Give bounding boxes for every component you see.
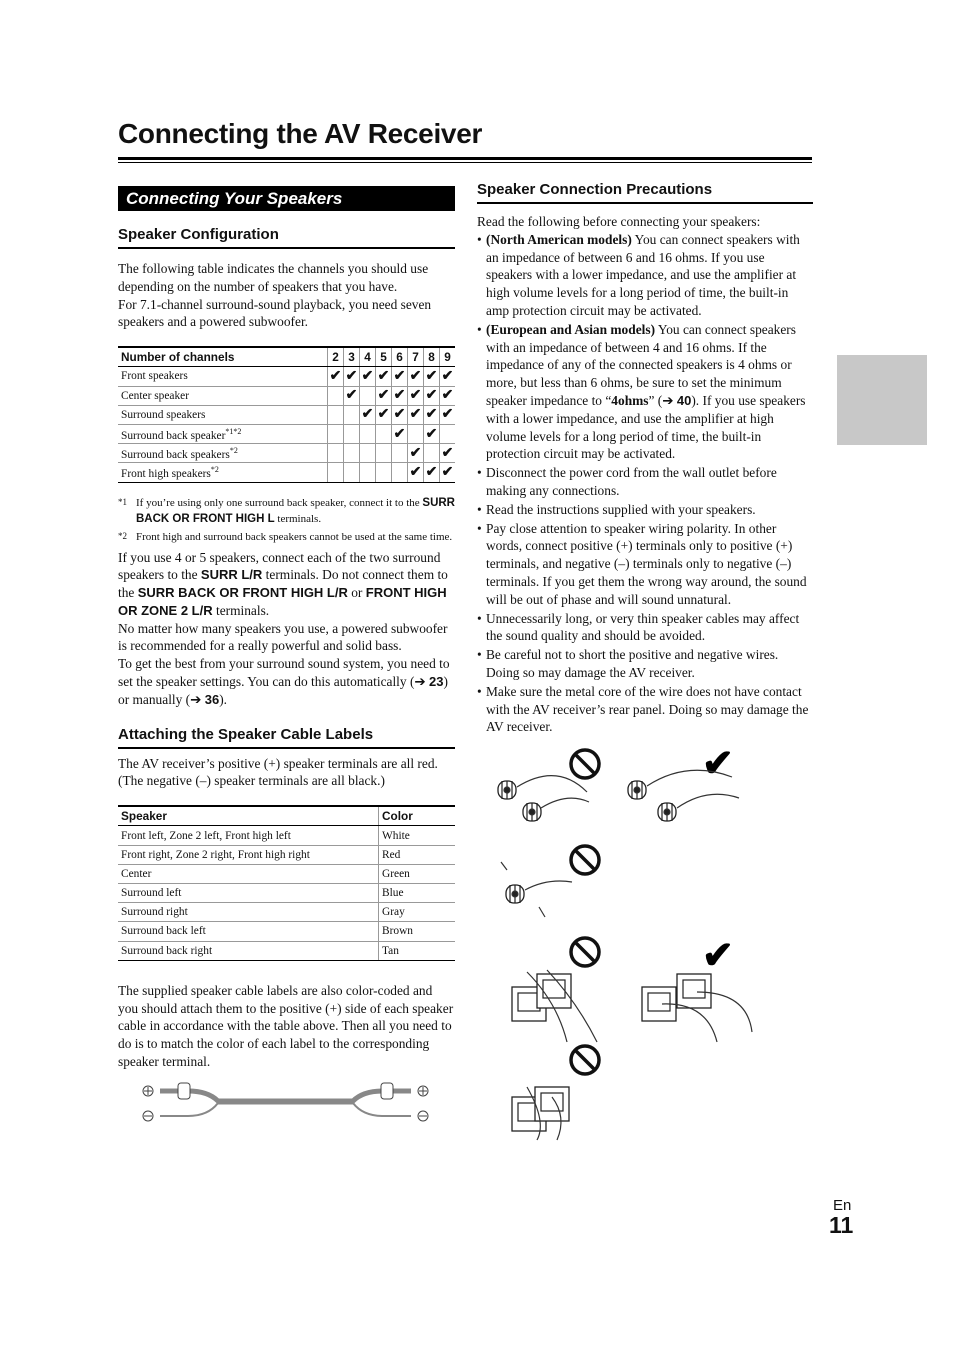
empty-cell	[344, 444, 360, 463]
footnote-text: Front high and surround back speakers cannot be used at the same time.	[136, 530, 453, 543]
empty-cell	[360, 424, 376, 443]
channel-column-header: 7	[408, 347, 424, 367]
channel-column-header: 8	[424, 347, 440, 367]
footnote-1	[118, 495, 455, 527]
speaker-type: Front speakers	[121, 370, 188, 383]
empty-cell	[360, 463, 376, 482]
channel-column-header: 9	[440, 347, 456, 367]
region-label: (North American models)	[486, 231, 632, 247]
setting-value: 4ohms	[611, 392, 649, 408]
channel-row	[118, 444, 455, 463]
checkmark-icon: ✔	[424, 405, 440, 424]
empty-cell	[376, 424, 392, 443]
text: ).	[219, 691, 228, 707]
color-table-header	[118, 806, 455, 826]
checkmark-icon: ✔	[424, 367, 440, 386]
precaution-item	[477, 231, 813, 320]
cable-labels-paragraph-1: The AV receiver’s positive (+) speaker terminals are all red. (The negative (–) speaker terminals are all black.)	[118, 755, 438, 789]
channel-row-label	[118, 463, 328, 482]
right-column	[477, 181, 813, 1142]
checkmark-icon: ✔	[360, 367, 376, 386]
text: If you use 4 or 5 speakers, connect each of the two surround speakers to the	[118, 549, 441, 583]
precaution-item: • Be careful not to short the positive and negative wires. Doing so may damage the AV receiver.	[477, 646, 813, 682]
speaker-cable-illustration	[118, 1081, 455, 1141]
color-cell: Green	[379, 864, 456, 883]
speaker-cell: Front right, Zone 2 right, Front high right	[118, 845, 379, 864]
color-row	[118, 884, 455, 903]
best-paragraph	[118, 655, 455, 708]
channel-row-label	[118, 424, 328, 443]
empty-cell	[360, 444, 376, 463]
speaker-config-heading: Speaker Configuration	[118, 226, 455, 249]
text: ” (	[648, 392, 663, 408]
text: ). If you use speakers with a lower impedance, and use the amplifier at high volume levels for a long period of time, the built-in protection circuit may be activated.	[486, 392, 806, 462]
color-row	[118, 903, 455, 922]
title-rule	[118, 157, 812, 160]
checkmark-icon: ✔	[360, 405, 376, 424]
empty-cell	[328, 405, 344, 424]
footnote-2	[118, 529, 455, 545]
empty-cell	[344, 405, 360, 424]
checkmark-icon: ✔	[392, 424, 408, 443]
speaker-type: Surround speakers	[121, 408, 206, 421]
precaution-item: • Make sure the metal core of the wire does not have contact with the AV receiver’s rear panel. Doing so may damage the AV receiver.	[477, 683, 813, 736]
page-number: 11	[829, 1212, 854, 1238]
empty-cell	[328, 424, 344, 443]
channel-table-header	[118, 347, 455, 367]
channel-column-header: 3	[344, 347, 360, 367]
prohibited-icon	[571, 846, 599, 874]
page-title: Connecting the AV Receiver	[118, 118, 483, 149]
color-row	[118, 826, 455, 845]
color-cell: Brown	[379, 922, 456, 941]
prohibited-icon	[571, 750, 599, 778]
empty-cell	[392, 444, 408, 463]
surround-paragraph	[118, 549, 455, 620]
channel-row-label	[118, 386, 328, 405]
footnotes	[118, 495, 455, 545]
precautions-list	[477, 231, 813, 736]
footnote-text-end: terminals.	[274, 512, 322, 525]
checkmark-icon: ✔	[440, 463, 456, 482]
checkmark-icon: ✔	[344, 386, 360, 405]
checkmark-icon: ✔	[376, 367, 392, 386]
checkmark-icon: ✔	[392, 405, 408, 424]
left-column	[118, 186, 455, 1141]
channel-row	[118, 405, 455, 424]
checkmark-icon: ✔	[424, 463, 440, 482]
color-cell: White	[379, 826, 456, 845]
channel-row-label	[118, 367, 328, 386]
channel-row	[118, 367, 455, 386]
language-label: En	[833, 1197, 852, 1214]
page-ref: 23	[429, 674, 444, 690]
speaker-cell: Surround left	[118, 884, 379, 903]
precautions-intro: Read the following before connecting your speakers:	[477, 214, 761, 229]
checkmark-icon: ✔	[408, 405, 424, 424]
terminal-name: SURR BACK OR FRONT HIGH L/R	[137, 585, 348, 601]
text: You can connect speakers with an impedance of between 4 and 16 ohms. If the impedance of any of the connected speakers is 4 ohms or more, but less than 6 ohms, be sure to set the minimum speaker impedance to “	[486, 321, 796, 408]
precaution-item	[477, 321, 813, 463]
checkmark-icon: ✔	[440, 444, 456, 463]
terminal-name: SURR L/R	[200, 567, 263, 583]
empty-cell	[408, 424, 424, 443]
speaker-config-paragraph-1: The following table indicates the channels you should use depending on the number of speakers that you have.	[118, 261, 429, 294]
terminal-name: FRONT HIGH OR ZONE 2 L/R	[118, 585, 447, 618]
text: terminals. Do not connect them to the	[118, 567, 448, 601]
text: To get the best from your surround sound system, you need to set the speaker settings. You can do this automatically (	[118, 656, 450, 690]
footnote-mark: *1	[118, 496, 127, 507]
arrow-icon: ➔	[662, 392, 674, 408]
speaker-type: Front high speakers	[121, 467, 211, 480]
checkmark-icon: ✔	[392, 386, 408, 405]
color-cell: Red	[379, 845, 456, 864]
checkmark-icon: ✔	[408, 463, 424, 482]
subwoofer-paragraph: No matter how many speakers you use, a powered subwoofer is recommended for a really powerful and solid bass.	[118, 620, 448, 654]
precaution-item: • Read the instructions supplied with your speakers.	[477, 501, 813, 519]
color-header-color: Color	[379, 806, 456, 826]
speaker-cell: Surround back right	[118, 941, 379, 960]
text: terminals.	[212, 602, 270, 618]
section-banner: Connecting Your Speakers	[118, 186, 455, 211]
channel-column-header: 6	[392, 347, 408, 367]
arrow-icon: ➔	[414, 674, 426, 690]
channel-row	[118, 386, 455, 405]
text: ) or manually (	[118, 674, 448, 707]
channel-row-label	[118, 444, 328, 463]
checkmark-icon: ✔	[702, 743, 734, 786]
speaker-cell: Surround right	[118, 903, 379, 922]
text: or	[347, 585, 366, 601]
color-row	[118, 864, 455, 883]
empty-cell	[328, 463, 344, 482]
text: You can connect speakers with an impedance of between 6 and 16 ohms. If you use speakers with a lower impedance, and use the amplifier at high volume levels for a long period of time, the built-in amp protection circuit may be activated.	[486, 231, 800, 318]
precautions-heading: Speaker Connection Precautions	[477, 181, 813, 204]
checkmark-icon: ✔	[344, 367, 360, 386]
empty-cell	[344, 463, 360, 482]
empty-cell	[424, 444, 440, 463]
speaker-type: Center speaker	[121, 389, 189, 402]
empty-cell	[376, 463, 392, 482]
precaution-item: • Disconnect the power cord from the wall outlet before making any connections.	[477, 464, 813, 500]
arrow-icon: ➔	[190, 691, 202, 707]
precaution-item: • Unnecessarily long, or very thin speaker cables may affect the sound quality and should be avoided.	[477, 610, 813, 646]
color-cell: Gray	[379, 903, 456, 922]
checkmark-icon: ✔	[408, 444, 424, 463]
empty-cell	[328, 444, 344, 463]
speaker-cell: Surround back left	[118, 922, 379, 941]
checkmark-icon: ✔	[408, 367, 424, 386]
channel-column-header: 5	[376, 347, 392, 367]
cable-labels-paragraph-2: The supplied speaker cable labels are also color-coded and you should attach them to the positive (+) side of each speaker cable in accordance with the table above. Then all you need to do is to match the color of each label to the corresponding speaker terminal.	[118, 982, 454, 1069]
color-cell: Tan	[379, 941, 456, 960]
color-header-speaker: Speaker	[118, 806, 379, 826]
footnote-ref: *2	[210, 465, 219, 474]
footnote-ref: *1*2	[225, 426, 242, 436]
checkmark-icon: ✔	[440, 405, 456, 424]
empty-cell	[328, 386, 344, 405]
prohibited-icon	[571, 938, 599, 966]
color-row	[118, 922, 455, 941]
page-ref: 40	[676, 392, 692, 408]
checkmark-icon: ✔	[328, 367, 344, 386]
color-row	[118, 941, 455, 960]
cable-labels-heading: Attaching the Speaker Cable Labels	[118, 726, 455, 749]
empty-cell	[440, 424, 456, 443]
color-table	[118, 805, 455, 961]
speaker-type: Surround back speakers	[121, 448, 230, 461]
speaker-config-paragraph-2: For 7.1-channel surround-sound playback, you need seven speakers and a powered subwoofer.	[118, 296, 432, 330]
footnote-terminal: SURR BACK OR FRONT HIGH L	[136, 496, 455, 525]
empty-cell	[392, 463, 408, 482]
empty-cell	[344, 424, 360, 443]
checkmark-icon: ✔	[702, 935, 734, 978]
channel-table	[118, 346, 455, 482]
chapter-side-tab	[837, 355, 927, 445]
prohibited-icon	[571, 1046, 599, 1074]
speaker-type: Surround back speaker	[121, 429, 226, 442]
color-cell: Blue	[379, 884, 456, 903]
checkmark-icon: ✔	[424, 424, 440, 443]
channel-row	[118, 424, 455, 443]
precaution-item: • Pay close attention to speaker wiring polarity. In other words, connect positive (+) terminals only to positive (+) terminals, and negative (–) terminals only to negative (–) terminals. If you get them the wrong way around, the sound will be out of phase and will sound unnatural.	[477, 520, 813, 609]
empty-cell	[376, 444, 392, 463]
region-label: (European and Asian models)	[486, 321, 656, 337]
checkmark-icon: ✔	[440, 386, 456, 405]
checkmark-icon: ✔	[408, 386, 424, 405]
checkmark-icon: ✔	[376, 405, 392, 424]
speaker-cell: Front left, Zone 2 left, Front high left	[118, 826, 379, 845]
checkmark-icon: ✔	[424, 386, 440, 405]
channel-row	[118, 463, 455, 482]
footnote-ref: *2	[229, 445, 238, 455]
checkmark-icon: ✔	[392, 367, 408, 386]
precaution-illustrations	[477, 742, 777, 1142]
checkmark-icon: ✔	[440, 367, 456, 386]
footnote-text: If you’re using only one surround back speaker, connect it to the	[136, 496, 423, 509]
channel-header-label: Number of channels	[118, 347, 328, 367]
channel-column-header: 2	[328, 347, 344, 367]
channel-column-header: 4	[360, 347, 376, 367]
footnote-mark: *2	[118, 530, 127, 541]
channel-row-label	[118, 405, 328, 424]
speaker-cell: Center	[118, 864, 379, 883]
checkmark-icon: ✔	[376, 386, 392, 405]
title-rule-thin	[118, 162, 812, 163]
page-ref: 36	[204, 691, 220, 707]
color-row	[118, 845, 455, 864]
empty-cell	[360, 386, 376, 405]
